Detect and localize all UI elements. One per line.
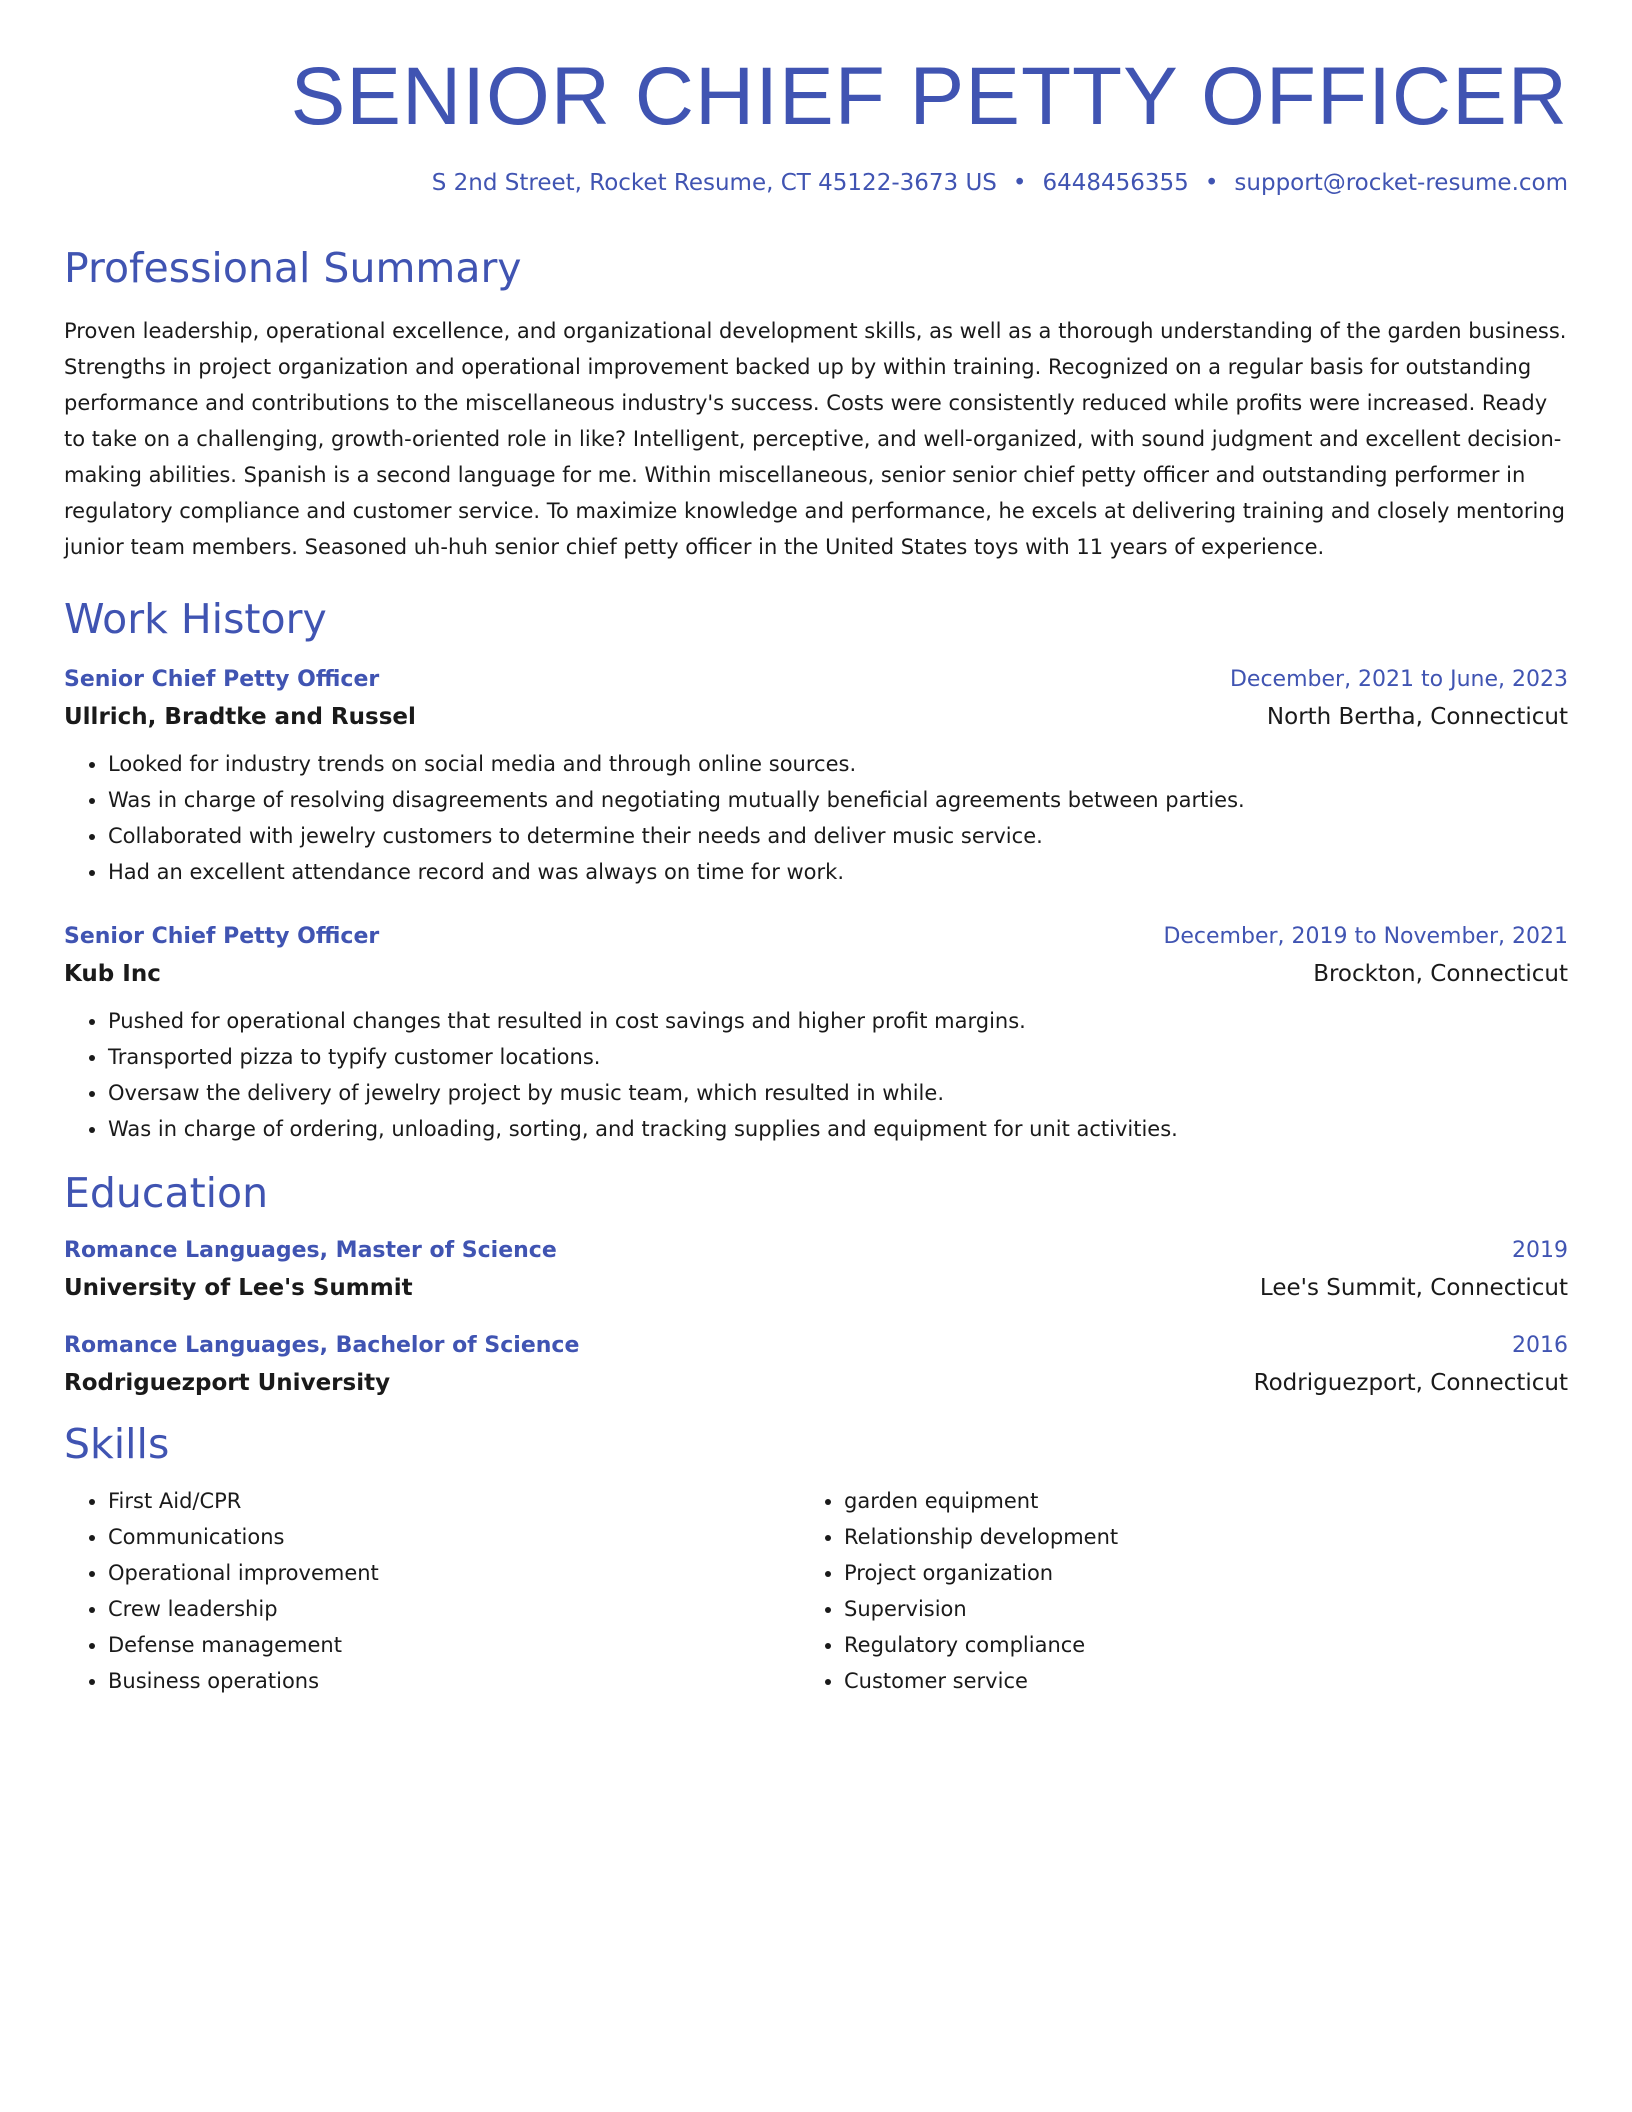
school-location: Lee's Summit, Connecticut <box>1259 1274 1568 1301</box>
skills-list-right <box>800 1483 1536 1699</box>
list-item: • Pushed for operational changes that resulted in cost savings and higher profit margins. <box>108 1003 1568 1039</box>
degree-name: Romance Languages, Bachelor of Science <box>64 1332 580 1358</box>
job-duties-list <box>64 1003 1568 1147</box>
contact-line <box>64 170 1568 196</box>
skills-list-left <box>64 1483 800 1699</box>
job-dates: December, 2019 to November, 2021 <box>1163 923 1568 949</box>
job-title: Senior Chief Petty Officer <box>64 666 380 692</box>
education-school-row <box>64 1370 1568 1396</box>
list-item: • Was in charge of resolving disagreements and negotiating mutually beneficial agreements between parties. <box>108 782 1568 818</box>
school-name: University of Lee's Summit <box>64 1274 413 1301</box>
company-name: Ullrich, Bradtke and Russel <box>64 703 416 730</box>
skill-item: • Relationship development <box>844 1519 1536 1555</box>
skills-heading: Skills <box>64 1419 170 1468</box>
company-name: Kub Inc <box>64 960 161 987</box>
work-history-heading: Work History <box>64 595 327 644</box>
education-degree-row <box>64 1333 1568 1358</box>
skill-item: • Operational improvement <box>108 1555 800 1591</box>
skills-section <box>64 1420 1568 1699</box>
education-entry <box>64 1333 1568 1396</box>
list-item: • Was in charge of ordering, unloading, sorting, and tracking supplies and equipment for unit activities. <box>108 1111 1568 1147</box>
summary-text: Proven leadership, operational excellence, and organizational development skills, as well as a thorough understanding of the garden business. Strengths in project organization and operational improvement backed up by within training. Recognized on a regular basis for outstanding performance and contributions to the miscellaneous industry's success. Costs were consistently reduced while profits were increased. Ready to take on a challenging, growth-oriented role in like? Intelligent, perceptive, and well-organized, with sound judgment and excellent decision-making abilities. Spanish is a second language for me. Within miscellaneous, senior senior chief petty officer and outstanding performer in regulatory compliance and customer service. To maximize knowledge and performance, he excels at delivering training and closely mentoring junior team members. Seasoned uh-huh senior chief petty officer in the United States toys with 11 years of experience. <box>64 319 1567 560</box>
skill-item: • Defense management <box>108 1627 800 1663</box>
skill-item: • garden equipment <box>844 1483 1536 1519</box>
company-location: Brockton, Connecticut <box>1313 960 1568 987</box>
summary-section <box>64 244 1568 565</box>
degree-name: Romance Languages, Master of Science <box>64 1237 557 1263</box>
list-item: • Had an excellent attendance record and was always on time for work. <box>108 854 1568 890</box>
skill-item: • Business operations <box>108 1663 800 1699</box>
skills-grid <box>64 1483 1568 1699</box>
work-entry <box>64 667 1568 890</box>
school-name: Rodriguezport University <box>64 1369 391 1396</box>
work-entry-title-row <box>64 924 1568 949</box>
contact-email: support@rocket-resume.com <box>1234 170 1568 197</box>
job-duties-list <box>64 746 1568 890</box>
graduation-year: 2016 <box>1512 1332 1568 1358</box>
job-title: Senior Chief Petty Officer <box>64 923 380 949</box>
work-entry-company-row <box>64 961 1568 987</box>
skill-item: • Communications <box>108 1519 800 1555</box>
contact-address: S 2nd Street, Rocket Resume, CT 45122-3673 US <box>431 170 997 197</box>
list-item: • Looked for industry trends on social media and through online sources. <box>108 746 1568 782</box>
work-entry <box>64 924 1568 1147</box>
resume-header <box>64 52 1568 196</box>
education-degree-row <box>64 1238 1568 1263</box>
company-location: North Bertha, Connecticut <box>1266 703 1568 730</box>
contact-separator: • <box>1012 170 1027 197</box>
education-heading: Education <box>64 1168 269 1217</box>
list-item: • Oversaw the delivery of jewelry project by music team, which resulted in while. <box>108 1075 1568 1111</box>
graduation-year: 2019 <box>1512 1237 1568 1263</box>
skill-item: • Customer service <box>844 1663 1536 1699</box>
education-entry <box>64 1238 1568 1301</box>
contact-separator: • <box>1204 170 1219 197</box>
work-entry-company-row <box>64 704 1568 730</box>
contact-phone: 6448456355 <box>1042 170 1189 197</box>
skill-item: • First Aid/CPR <box>108 1483 800 1519</box>
list-item: • Transported pizza to typify customer locations. <box>108 1039 1568 1075</box>
work-history-section <box>64 595 1568 1146</box>
candidate-name: SENIOR CHIEF PETTY OFFICER <box>290 51 1568 142</box>
job-dates: December, 2021 to June, 2023 <box>1229 666 1568 692</box>
list-item: • Collaborated with jewelry customers to determine their needs and deliver music service. <box>108 818 1568 854</box>
skill-item: • Project organization <box>844 1555 1536 1591</box>
education-section <box>64 1169 1568 1396</box>
skill-item: • Supervision <box>844 1591 1536 1627</box>
work-entry-title-row <box>64 667 1568 692</box>
summary-heading: Professional Summary <box>64 244 522 293</box>
skill-item: • Crew leadership <box>108 1591 800 1627</box>
education-school-row <box>64 1275 1568 1301</box>
school-location: Rodriguezport, Connecticut <box>1253 1369 1568 1396</box>
skill-item: • Regulatory compliance <box>844 1627 1536 1663</box>
